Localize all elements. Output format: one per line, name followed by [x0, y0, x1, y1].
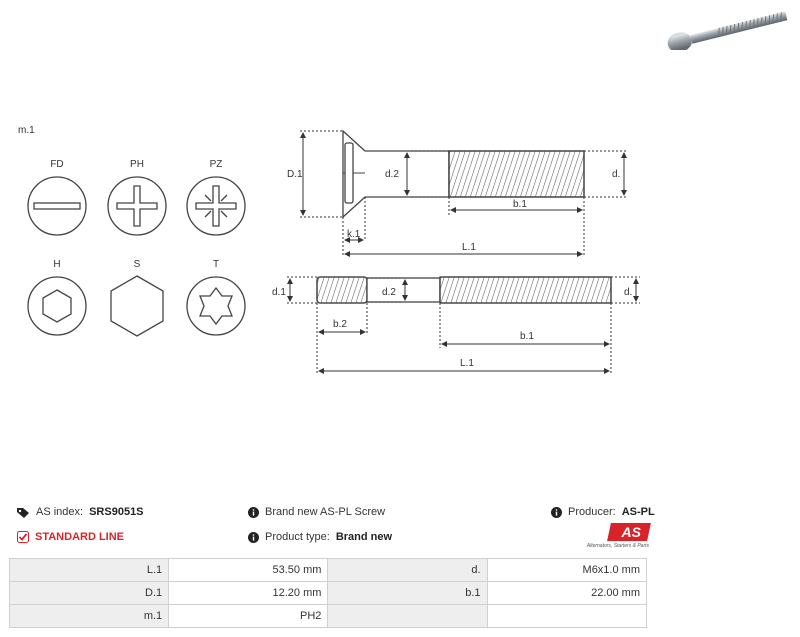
info-icon — [551, 507, 562, 518]
spec-key — [328, 605, 487, 628]
spec-key: d. — [328, 559, 487, 582]
spec-key: b.1 — [328, 582, 487, 605]
as-index-value: SRS9051S — [89, 506, 144, 518]
spec-key: L.1 — [10, 559, 169, 582]
dim-upper-d: d. — [612, 169, 621, 180]
spec-value: 12.20 mm — [169, 582, 328, 605]
checkbox-checked-icon — [17, 531, 29, 543]
stud-screw-drawing — [317, 277, 611, 303]
dim-upper-L1: L.1 — [462, 242, 476, 253]
condition-text: Brand new AS-PL Screw — [265, 506, 386, 518]
dim-lower-b1: b.1 — [520, 331, 534, 342]
head-types-label: m.1 — [18, 125, 35, 136]
info-icon — [248, 532, 259, 543]
head-label-s: S — [133, 259, 141, 270]
head-types-diagram — [0, 150, 260, 350]
dim-lower-b2: b.2 — [333, 319, 347, 330]
screw-dimension-diagram — [270, 120, 670, 380]
tags-icon — [17, 507, 30, 518]
hex-head-icon — [111, 276, 163, 336]
spec-value — [487, 605, 646, 628]
head-label-pz: PZ — [209, 159, 223, 170]
head-label-fd: FD — [50, 159, 64, 170]
table-row — [10, 582, 647, 605]
slotted-head-icon — [28, 177, 86, 235]
head-label-ph: PH — [130, 159, 144, 170]
producer-label: Producer: — [568, 506, 616, 518]
product-line — [17, 531, 124, 543]
product-type-label: Product type: — [265, 531, 330, 543]
dim-upper-b1: b.1 — [513, 199, 527, 210]
info-icon — [248, 507, 259, 518]
as-pl-logo: AS Alternators, Starters & Parts — [586, 524, 649, 549]
as-index — [17, 506, 144, 518]
hex-socket-head-icon — [28, 277, 86, 335]
table-row — [10, 559, 647, 582]
condition — [248, 506, 385, 518]
dim-upper-d2: d.2 — [385, 169, 399, 180]
spec-value: PH2 — [169, 605, 328, 628]
table-row — [10, 605, 647, 628]
producer-value: AS-PL — [621, 506, 655, 518]
product-type-value: Brand new — [335, 531, 393, 543]
spec-key: D.1 — [10, 582, 169, 605]
spec-table — [9, 558, 647, 628]
dim-lower-d1: d.1 — [272, 287, 286, 298]
dim-lower-L1: L.1 — [460, 358, 474, 369]
spec-value: M6x1.0 mm — [487, 559, 646, 582]
spec-key: m.1 — [10, 605, 169, 628]
spec-value: 22.00 mm — [487, 582, 646, 605]
producer — [551, 506, 655, 518]
screw-photo — [660, 10, 795, 50]
countersunk-screw-drawing — [343, 131, 584, 217]
head-label-t: T — [212, 259, 220, 270]
torx-head-icon — [187, 277, 245, 335]
dim-upper-D1: D.1 — [287, 169, 303, 180]
pozidriv-head-icon — [187, 177, 245, 235]
product-type — [248, 531, 392, 543]
dim-lower-d2: d.2 — [382, 287, 396, 298]
product-line-label: STANDARD LINE — [35, 531, 125, 543]
phillips-head-icon — [108, 177, 166, 235]
head-label-h: H — [53, 259, 61, 270]
as-index-label: AS index: — [36, 506, 84, 518]
spec-value: 53.50 mm — [169, 559, 328, 582]
dim-lower-d: d. — [624, 287, 633, 298]
dim-upper-k1: k.1 — [347, 229, 361, 240]
